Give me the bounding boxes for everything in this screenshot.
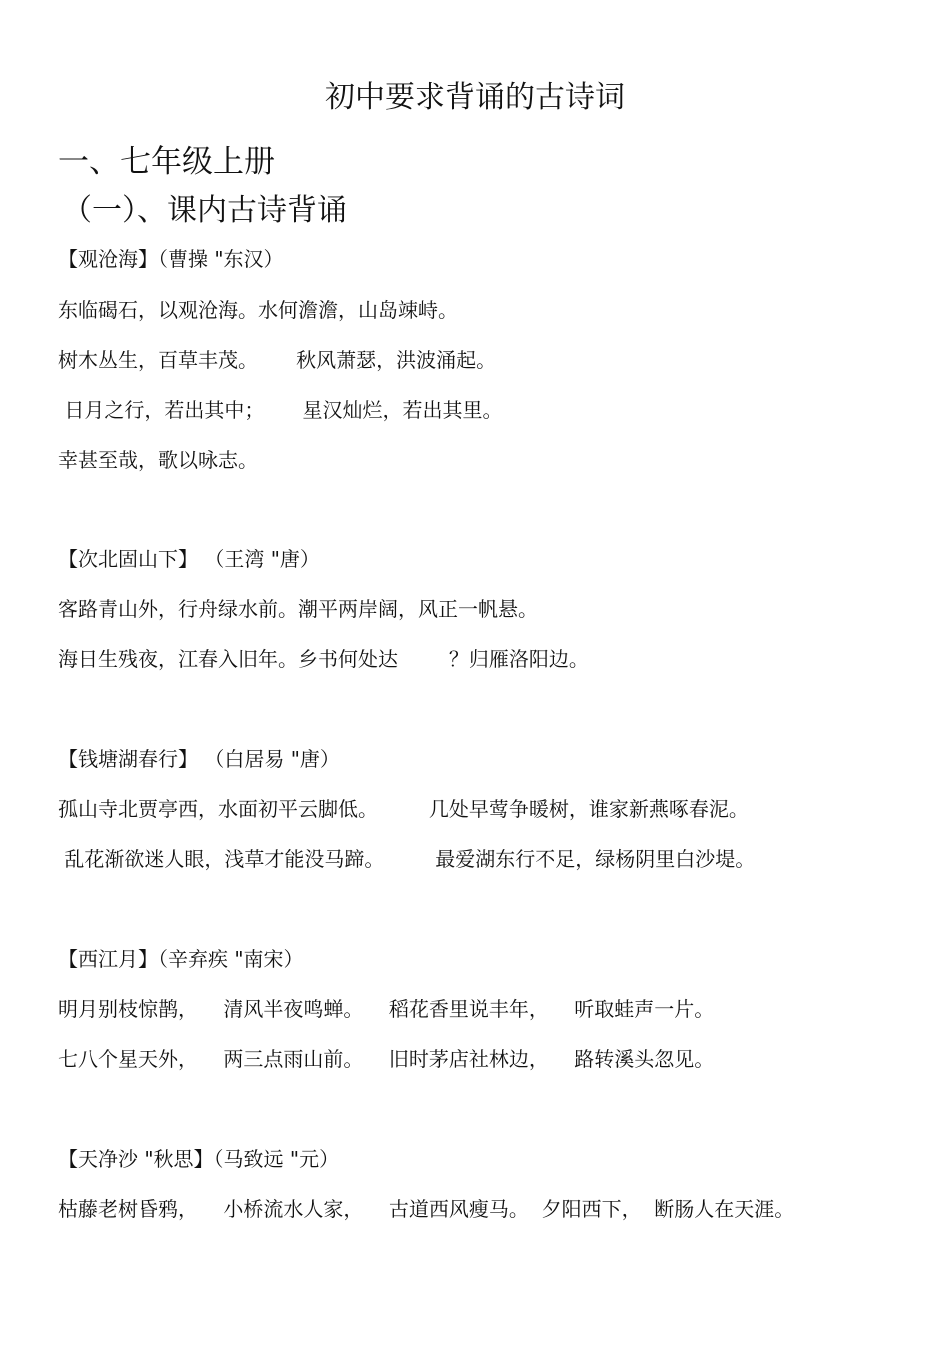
poem-heading: 【钱塘湖春行】 （白居易 "唐） xyxy=(58,747,340,771)
poem-line: 孤山寺北贾亭西，水面初平云脚低。 几处早莺争暖树，谁家新燕啄春泥。 xyxy=(58,797,749,821)
poem-line: 日月之行，若出其中； 星汉灿烂，若出其里。 xyxy=(58,398,503,422)
poem-heading: 【天净沙 "秋思】（马致远 "元） xyxy=(58,1147,340,1171)
document-title: 初中要求背诵的古诗词 xyxy=(325,80,625,115)
poem-line: 乱花渐欲迷人眼，浅草才能没马蹄。 最爱湖东行不足，绿杨阴里白沙堤。 xyxy=(58,847,756,871)
poem-heading: 【观沧海】（曹操 "东汉） xyxy=(58,247,284,271)
poem-line: 海日生残夜，江春入旧年。乡书何处达 ？归雁洛阳边。 xyxy=(58,647,589,671)
poem-line: 七八个星天外， 两三点雨山前。 旧时茅店社林边， 路转溪头忽见。 xyxy=(58,1047,715,1071)
poem-line: 东临碣石，以观沧海。水何澹澹，山岛竦峙。 xyxy=(58,298,458,322)
subsection-heading: （一）、课内古诗背诵 xyxy=(62,193,347,228)
poem-heading: 【次北固山下】 （王湾 "唐） xyxy=(58,547,320,571)
poem-line: 树木丛生，百草丰茂。 秋风萧瑟，洪波涌起。 xyxy=(58,348,497,372)
poem-line: 明月别枝惊鹊， 清风半夜鸣蝉。 稻花香里说丰年， 听取蛙声一片。 xyxy=(58,997,715,1021)
poem-heading: 【西江月】（辛弃疾 "南宋） xyxy=(58,947,304,971)
poem-line: 客路青山外，行舟绿水前。潮平两岸阔，风正一帆悬。 xyxy=(58,597,538,621)
poem-line: 枯藤老树昏鸦， 小桥流水人家， 古道西风瘦马。 夕阳西下， 断肠人在天涯。 xyxy=(58,1197,795,1221)
poem-line: 幸甚至哉，歌以咏志。 xyxy=(58,448,258,472)
section-heading: 一、七年级上册 xyxy=(58,144,275,180)
